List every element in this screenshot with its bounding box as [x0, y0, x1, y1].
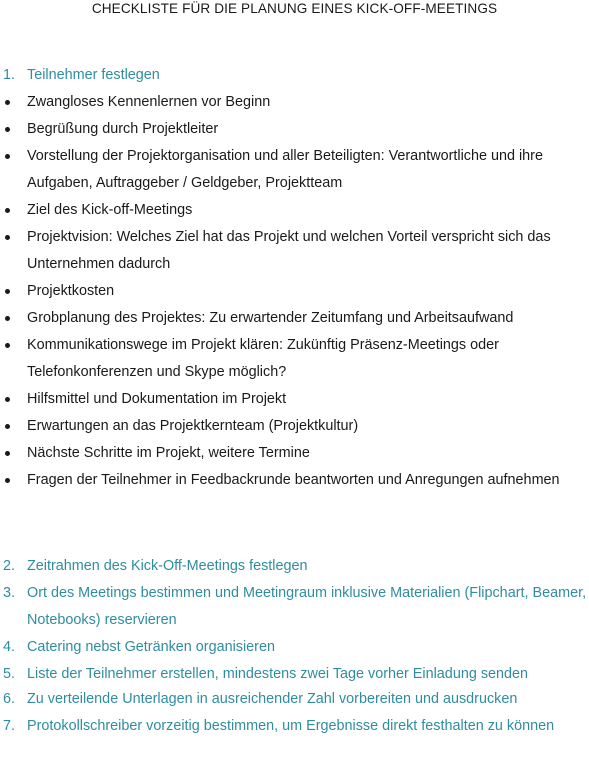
bullet-icon	[5, 289, 10, 294]
list-item	[0, 305, 589, 332]
list-item-text: Fragen der Teilnehmer in Feedbackrunde beantworten und Anregungen aufnehmen	[27, 472, 560, 488]
list-item-text: Vorstellung der Projektorganisation und aller Beteiligten: Verantwortliche und ihre Aufgaben, Auftraggeber / Geldgeber, Projektteam	[27, 148, 543, 191]
list-item	[0, 278, 589, 305]
list-item	[0, 440, 589, 467]
step-4-number: 4.	[3, 639, 16, 655]
bullet-icon	[5, 478, 10, 483]
list-item-text: Zwangloses Kennenlernen vor Beginn	[27, 94, 271, 110]
step-4-label: Catering nebst Getränken organisieren	[27, 639, 275, 655]
list-item	[0, 224, 589, 278]
list-item	[0, 386, 589, 413]
bullet-icon	[5, 316, 10, 321]
list-item	[0, 116, 589, 143]
list-item-text: Projektvision: Welches Ziel hat das Projekt und welchen Vorteil verspricht sich das Unternehmen dadurch	[27, 229, 551, 272]
agenda-bullet-list	[0, 89, 589, 494]
bullet-icon	[5, 208, 10, 213]
step-3-number: 3.	[3, 585, 16, 601]
list-item-text: Projektkosten	[27, 283, 115, 299]
bullet-icon	[5, 235, 10, 240]
list-item	[0, 332, 589, 386]
bullet-icon	[5, 154, 10, 159]
bullet-icon	[5, 127, 10, 132]
step-1-number: 1.	[3, 67, 16, 83]
list-item-text: Grobplanung des Projektes: Zu erwartender Zeitumfang und Arbeitsaufwand	[27, 310, 514, 326]
step-5-label: Liste der Teilnehmer erstellen, mindestens zwei Tage vorher Einladung senden	[27, 666, 529, 682]
list-item	[0, 197, 589, 224]
list-item	[0, 413, 589, 440]
bullet-icon	[5, 451, 10, 456]
step-6-number: 6.	[3, 691, 16, 707]
list-item-text: Nächste Schritte im Projekt, weitere Termine	[27, 445, 310, 461]
step-7-number: 7.	[3, 718, 16, 734]
step-3-label: Ort des Meetings bestimmen und Meetingraum inklusive Materialien (Flipchart, Beamer, Notebooks) reservieren	[27, 585, 587, 628]
list-item-text: Hilfsmittel und Dokumentation im Projekt	[27, 391, 287, 407]
page-title: CHECKLISTE FÜR DIE PLANUNG EINES KICK-OFF-MEETINGS	[91, 1, 498, 16]
list-item-text: Erwartungen an das Projektkernteam (Projektkultur)	[27, 418, 359, 434]
step-1-label: Teilnehmer festlegen	[27, 67, 160, 83]
step-2-number: 2.	[3, 558, 16, 574]
step-2-label: Zeitrahmen des Kick-Off-Meetings festlegen	[27, 558, 308, 574]
list-item	[0, 143, 589, 197]
list-item-text: Kommunikationswege im Projekt klären: Zukünftig Präsenz-Meetings oder Telefonkonferenzen und Skype möglich?	[27, 337, 499, 380]
list-item-text: Ziel des Kick-off-Meetings	[27, 202, 193, 218]
bullet-icon	[5, 424, 10, 429]
bullet-icon	[5, 343, 10, 348]
bullet-icon	[5, 100, 10, 105]
list-item	[0, 467, 589, 494]
step-7-label: Protokollschreiber vorzeitig bestimmen, um Ergebnisse direkt festhalten zu können	[27, 718, 555, 734]
bullet-icon	[5, 397, 10, 402]
step-5-number: 5.	[3, 666, 16, 682]
list-item	[0, 89, 589, 116]
step-6-label: Zu verteilende Unterlagen in ausreichender Zahl vorbereiten und ausdrucken	[27, 691, 518, 707]
list-item-text: Begrüßung durch Projektleiter	[27, 121, 219, 137]
